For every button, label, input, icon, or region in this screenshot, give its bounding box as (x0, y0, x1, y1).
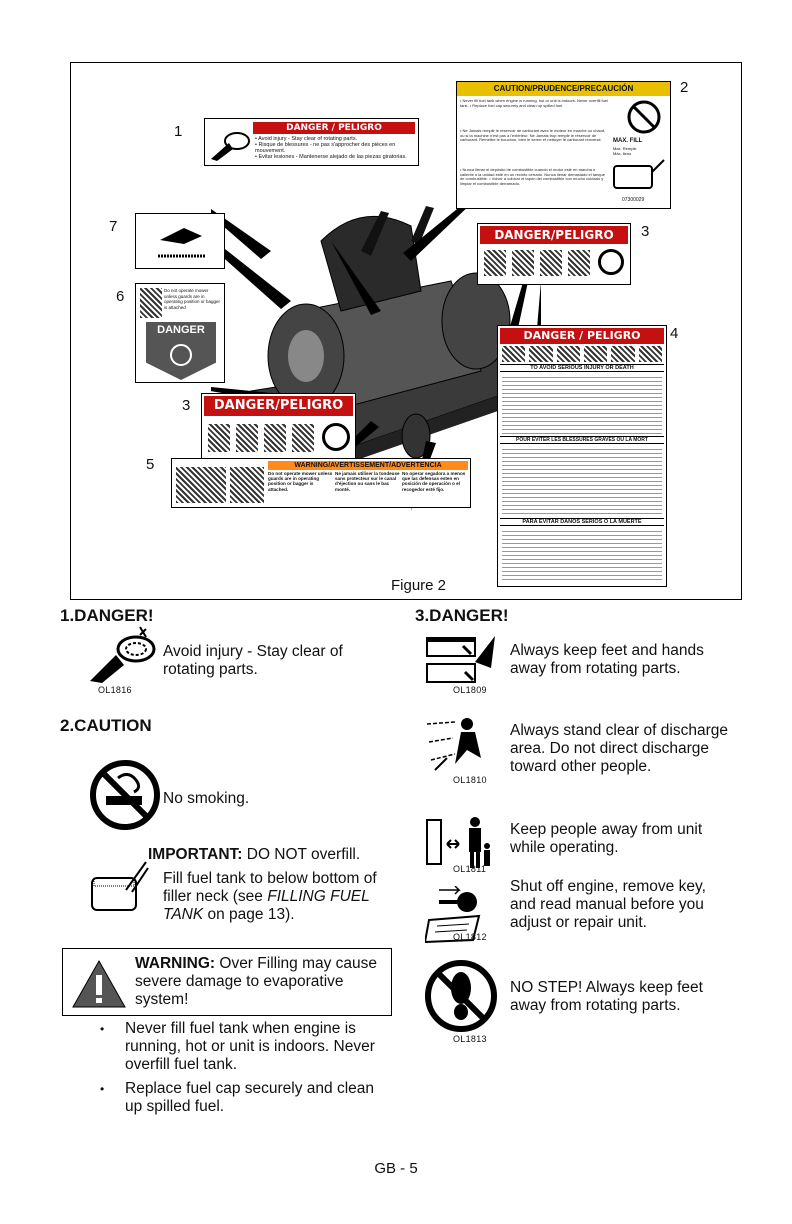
fill-line-3: TANK on page 13). (163, 906, 295, 923)
read-manual-icon (292, 424, 314, 452)
callout-1: 1 (174, 123, 183, 140)
hand-blade-icon (166, 342, 196, 368)
decal-4-section-es: PARA EVITAR DAÑOS SERIOS O LA MUERTE (500, 518, 664, 526)
decal-3-left-header: DANGER/PELIGRO (204, 396, 353, 416)
section-1-text-line: Avoid injury - Stay clear of (163, 643, 343, 660)
code-ol1813: OL1813 (453, 1034, 487, 1044)
decal-5-header: WARNING/AVERTISSEMENT/ADVERTENCIA (268, 461, 468, 470)
no-step-icon (322, 423, 350, 451)
decal-4-icon (529, 346, 552, 362)
section-3-item-5-line: NO STEP! Always keep feet (510, 979, 703, 996)
decal-4-icon (611, 346, 634, 362)
decal-3-left (201, 393, 356, 461)
rotating-parts-icon (88, 625, 160, 683)
figure-caption: Figure 2 (391, 577, 447, 594)
section-3-item-1-line: Always keep feet and hands (510, 642, 704, 659)
decal-4-fine-print-fr (502, 446, 662, 516)
section-3-item-4-line: adjust or repair unit. (510, 914, 647, 931)
decal-5-col-es: No operar segadora a menos que las defensas esten en posición de operación o el recogedor esté fijo. (402, 471, 466, 492)
no-step-icon (598, 249, 624, 275)
decal-2-header: CAUTION/PRUDENCE/PRECAUCIÓN (457, 82, 670, 96)
section-3-item-2-line: toward other people. (510, 758, 652, 775)
decal-6-danger: DANGER (157, 324, 205, 336)
fuel-tank-icon (612, 158, 667, 192)
decal-4 (497, 325, 667, 587)
section-1-text-line: rotating parts. (163, 661, 258, 678)
decal-4-icon (502, 346, 525, 362)
callout-3-left: 3 (182, 397, 191, 414)
mower-guard-icon (140, 288, 162, 318)
code-ol1812: OL1812 (453, 932, 487, 942)
warning-line-3: system! (135, 991, 189, 1008)
decal-3-right (477, 223, 631, 285)
warning-box (62, 948, 392, 1016)
list-item: • Never fill fuel tank when engine is running, hot or unit is indoors. Never overfill fuel tank. (90, 1020, 390, 1074)
read-manual-icon (568, 250, 590, 276)
people-away-icon (264, 424, 286, 452)
warning-label: WARNING: (135, 955, 216, 972)
guard-icon (230, 467, 264, 503)
no-smoking-text: No smoking. (163, 790, 250, 807)
decal-2-max-fill: MAX. FILL (613, 138, 643, 144)
section-3-item-3-line: Keep people away from unit (510, 821, 703, 838)
hand-cut-icon (154, 220, 210, 264)
decal-4-section-en: TO AVOID SERIOUS INJURY OR DEATH (500, 364, 664, 372)
decal-2-max-lleno: Máx. lleno (613, 151, 632, 156)
decal-1-line-en: • Avoid injury - Stay clear of rotating parts. (255, 136, 358, 142)
decal-4-header: DANGER / PELIGRO (500, 328, 664, 344)
section-3-item-4-line: and read manual before you (510, 896, 704, 913)
callout-4: 4 (670, 325, 679, 342)
rotating-blade-hand-icon (207, 123, 251, 163)
decal-2-text-fr: • Ne Jamais remplir le réservoir de carburant avec le moteur en marche ou chaud, ou si la machine n'est pas à l'extérieur. Ne Jamais trop remplir le réservoir de carburant. Remettre le bouchon, bien le serrer et nettoyer le carburant renversé. (460, 128, 606, 143)
keep-feet-icon (484, 250, 506, 276)
decal-4-icon (584, 346, 607, 362)
discharge-icon (512, 250, 534, 276)
callout-2: 2 (680, 79, 689, 96)
decal-6 (135, 283, 225, 383)
important-label: IMPORTANT: (148, 846, 243, 863)
important-text: DO NOT overfill. (242, 846, 361, 863)
decal-3-right-header: DANGER/PELIGRO (480, 226, 628, 244)
callout-3-right: 3 (641, 223, 650, 240)
section-3-heading: 3.DANGER! (415, 606, 509, 625)
decal-5-col-fr: Ne jamais utiliser la tondeuse sans protecteur sur le canal d'éjection ou sans le bac monté. (335, 471, 400, 492)
decal-7 (135, 213, 225, 269)
decal-2-part-no: 07300029 (622, 197, 645, 203)
keep-feet-hands-icon (425, 632, 497, 690)
callout-5: 5 (146, 456, 155, 473)
decal-1-header: DANGER / PELIGRO (253, 122, 415, 134)
list-item: • Replace fuel cap securely and clean up spilled fuel. (90, 1080, 390, 1116)
decal-1-line-es: • Evitar lesiones - Mantenerse alejado de las piezas giratorias. (255, 154, 407, 160)
page-number: GB - 5 (374, 1160, 418, 1177)
section-3-item-2-line: Always stand clear of discharge (510, 722, 728, 739)
fuel-bullet-list (90, 1020, 390, 1122)
section-2-heading: 2.CAUTION (60, 716, 152, 735)
decal-5 (171, 458, 471, 508)
discharge-area-icon (425, 714, 497, 776)
discharge-chute-icon (176, 467, 226, 503)
people-away-icon (540, 250, 562, 276)
discharge-icon (236, 424, 258, 452)
decal-2-max-remplir: Max. Remplir (613, 146, 637, 151)
decal-2-text-en: • Never fill fuel tank when engine is running, hot or unit is indoors. Never overfill fuel tank. • Replace fuel cap securely and clean up spilled fuel. (460, 98, 608, 108)
section-3-item-3-line: while operating. (510, 839, 619, 856)
fill-line-1: Fill fuel tank to below bottom of (163, 870, 377, 887)
decal-4-fine-print-en (502, 374, 662, 434)
fuel-filler-icon (88, 860, 150, 916)
figure-2 (70, 62, 742, 600)
decal-5-col-en: Do not operate mower unless guards are in operating position or bagger is attached. (268, 471, 333, 492)
section-1-code: OL1816 (98, 685, 132, 695)
section-3-item-2-line: area. Do not direct discharge (510, 740, 710, 757)
decal-2 (456, 81, 671, 209)
decal-4-fine-print-es (502, 528, 662, 583)
code-ol1810: OL1810 (453, 775, 487, 785)
fill-line-2: filler neck (see FILLING FUEL (163, 888, 370, 905)
decal-1-line-fr: • Risque de blessures - ne pas s'approcher des pièces en mouvement. (255, 142, 396, 154)
decal-2-text-es: • Nunca llenar el depósito de combustible cuando el motor esté en marcha o caliente o la unidad esté en un recinto cerrado. Nunca llenar demasiado el tanque de combustible. • Volver a colocar el tapón del combustible con mucho cuidado y limpiar el combustible derramado. (460, 167, 605, 186)
important-line (148, 846, 360, 864)
no-smoking-icon (88, 758, 162, 832)
section-3-item-5-line: away from rotating parts. (510, 997, 681, 1014)
warning-line-2: severe damage to evaporative (135, 973, 344, 990)
no-smoking-icon (627, 100, 661, 134)
callout-6: 6 (116, 288, 125, 305)
no-step-icon (423, 958, 499, 1034)
keep-feet-icon (208, 424, 230, 452)
decal-4-icon (639, 346, 662, 362)
decal-1 (204, 118, 419, 166)
code-ol1809: OL1809 (453, 685, 487, 695)
section-1-heading: 1.DANGER! (60, 606, 154, 625)
warning-triangle-icon (71, 959, 127, 1009)
warning-line-1: WARNING: Over Filling may cause (135, 955, 378, 972)
code-ol1811: OL1811 (453, 864, 487, 874)
decal-6-text: Do not operate mower unless guards are in operating position or bagger is attached (164, 288, 221, 310)
decal-4-icon (557, 346, 580, 362)
section-3-item-4-line: Shut off engine, remove key, (510, 878, 706, 895)
callout-7: 7 (109, 218, 118, 235)
section-3-item-1-line: away from rotating parts. (510, 660, 681, 677)
decal-4-section-fr: POUR ÉVITER LES BLESSURES GRAVES OU LA MORT (500, 436, 664, 444)
